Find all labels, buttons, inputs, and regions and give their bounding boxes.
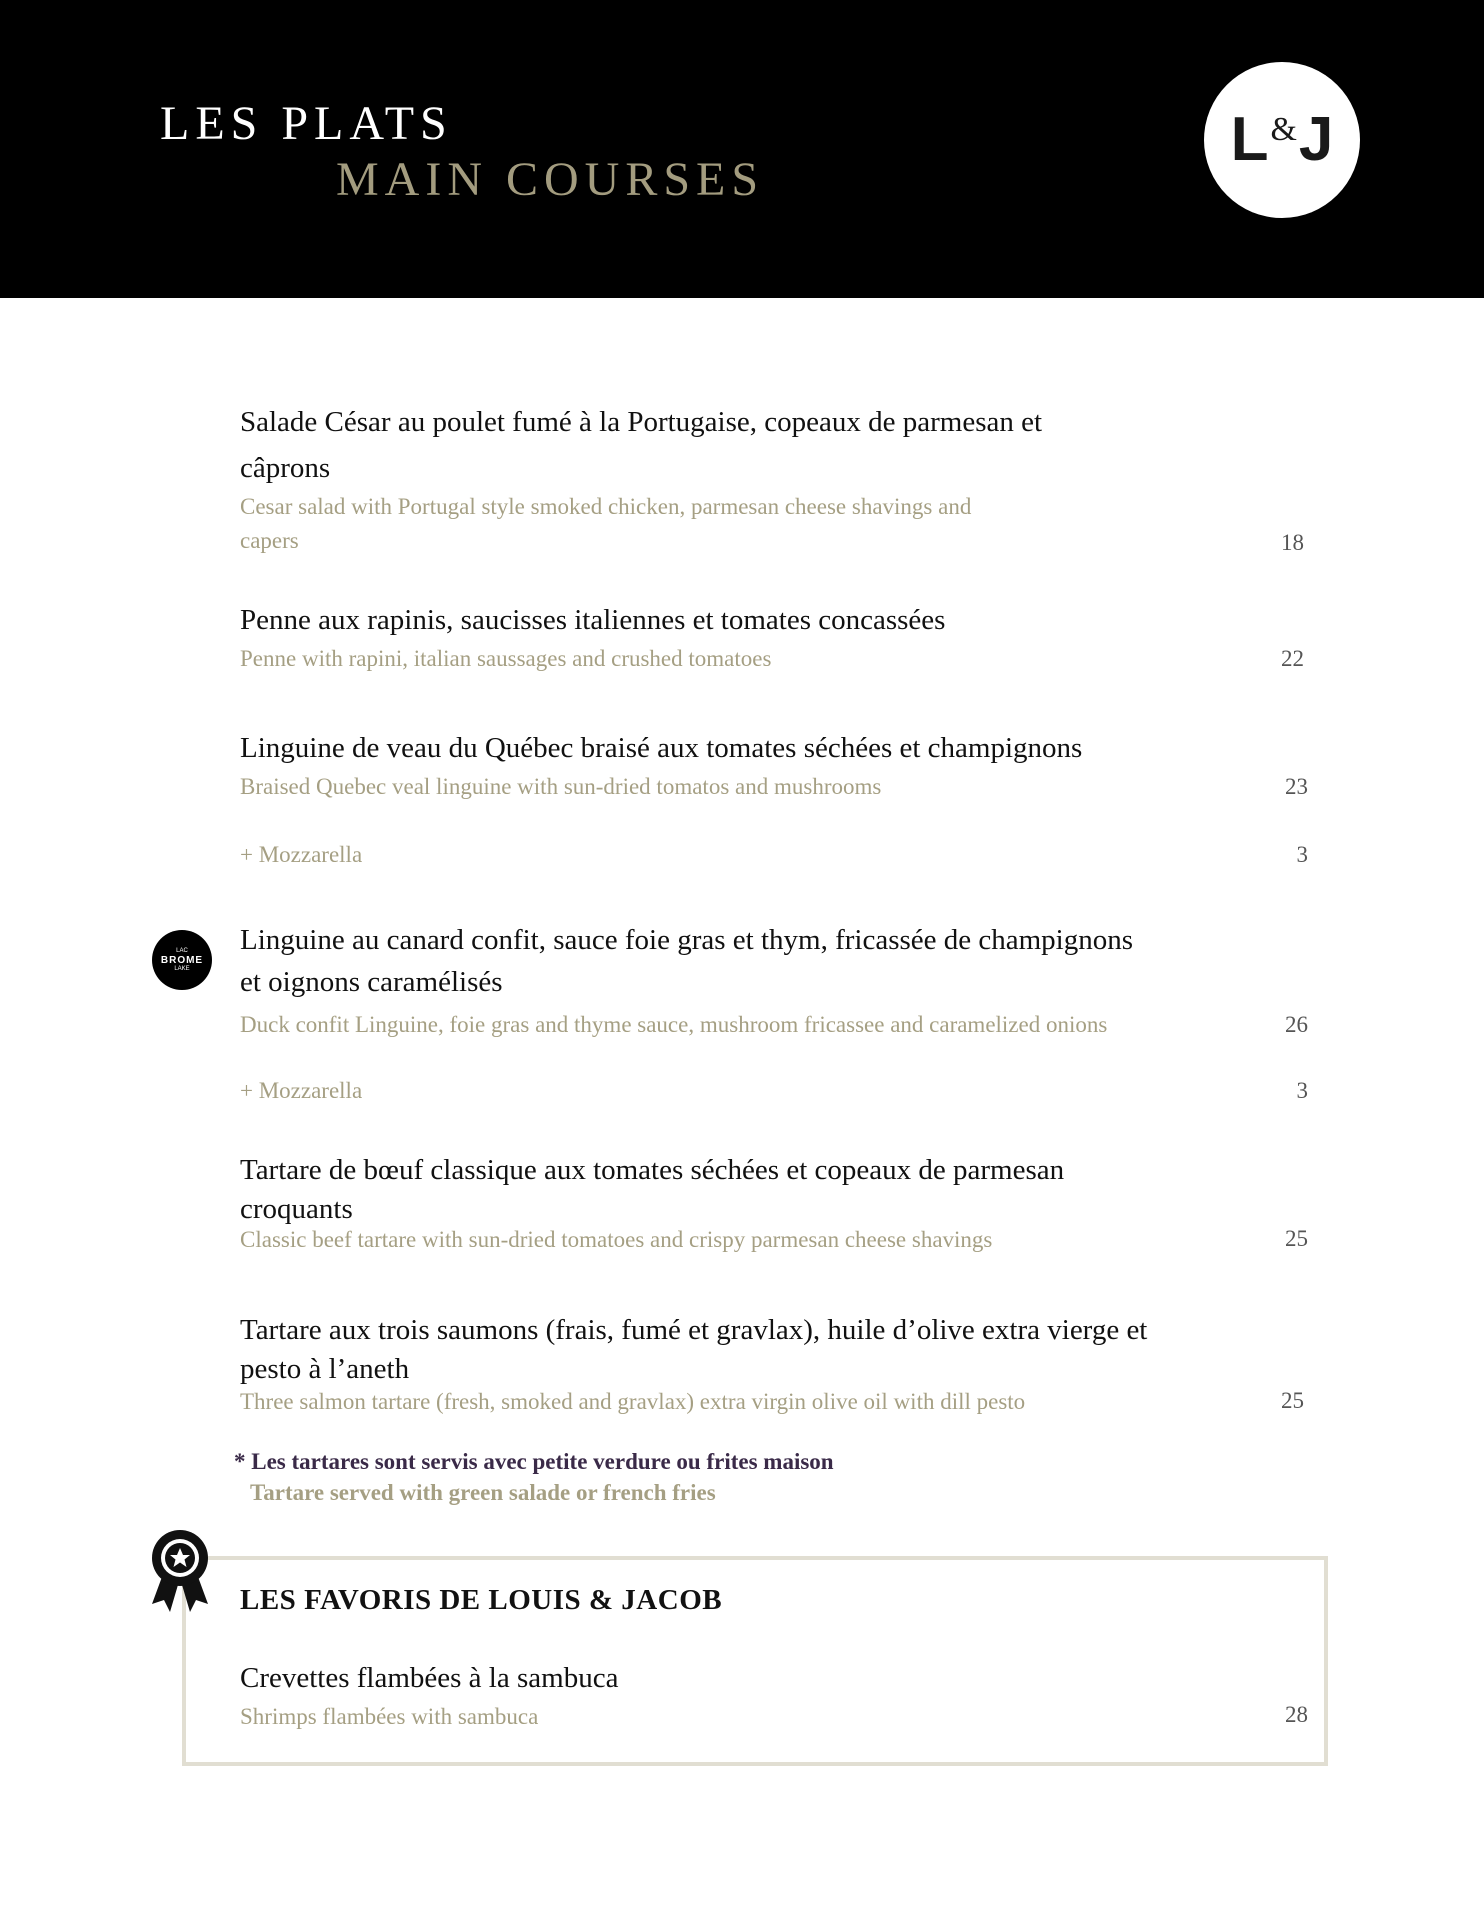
dish-name-fr: Crevettes flambées à la sambuca [240, 1662, 619, 1694]
section-title-en: MAIN COURSES [336, 153, 765, 206]
dish-name-en: Cesar salad with Portugal style smoked chicken, parmesan cheese shavings and capers [240, 494, 972, 553]
dish-name-fr: Penne aux rapinis, saucisses italiennes et tomates concassées [240, 604, 946, 636]
menu-header [0, 0, 1484, 298]
menu-item-veal-linguine [240, 726, 1320, 867]
dish-name-en: Penne with rapini, italian saussages and crushed tomatoes [240, 646, 772, 671]
logo-letter-l: L [1230, 105, 1269, 174]
menu-item-shrimp-sambuca [240, 1656, 1320, 1734]
dish-name-fr: Linguine au canard confit, sauce foie gras et thym, fricassée de champignons et oignons caramélisés [240, 924, 1134, 998]
dish-price: 25 [1281, 1388, 1304, 1413]
section-title-fr: LES PLATS [160, 97, 453, 150]
logo-letter-j: J [1298, 105, 1334, 174]
dish-name-fr: Tartare de bœuf classique aux tomates séchées et copeaux de parmesan croquants [240, 1154, 1065, 1225]
menu-item-duck-confit-linguine [240, 918, 1320, 1103]
tartare-note-en: Tartare served with green salade or french fries [250, 1480, 716, 1505]
dish-price: 28 [1285, 1702, 1308, 1727]
addon-mozzarella: + Mozzarella [240, 1078, 363, 1103]
tartare-note-fr: * Les tartares sont servis avec petite verdure ou frites maison [234, 1449, 834, 1474]
menu-item-salmon-tartare [240, 1308, 1320, 1419]
dish-price: 23 [1285, 774, 1308, 799]
dish-name-en: Braised Quebec veal linguine with sun-dried tomatos and mushrooms [240, 774, 882, 799]
favorites-title: LES FAVORIS DE LOUIS & JACOB [240, 1584, 723, 1616]
lac-brome-duck-icon: LAC BROME LAKE [152, 930, 212, 990]
dish-price: 18 [1281, 530, 1304, 555]
menu-item-penne-rapini [240, 598, 1320, 676]
restaurant-logo [1204, 62, 1360, 218]
award-ribbon-icon [148, 1526, 212, 1614]
dish-name-en: Duck confit Linguine, foie gras and thyme sauce, mushroom fricassee and caramelized onions [240, 1012, 1108, 1037]
menu-item-caesar-salad [240, 400, 1320, 558]
dish-price: 26 [1285, 1012, 1308, 1037]
dish-name-en: Shrimps flambées with sambuca [240, 1704, 539, 1729]
addon-price: 3 [1296, 842, 1308, 867]
tartare-note [234, 1446, 834, 1508]
dish-name-en: Classic beef tartare with sun-dried tomatoes and crispy parmesan cheese shavings [240, 1227, 993, 1252]
dish-price: 25 [1285, 1226, 1308, 1251]
addon-price: 3 [1296, 1078, 1308, 1103]
logo-ampersand: & [1270, 111, 1297, 148]
dish-name-fr: Salade César au poulet fumé à la Portugaise, copeaux de parmesan et câprons [240, 406, 1043, 484]
menu-item-beef-tartare [240, 1148, 1320, 1257]
dish-name-fr: Tartare aux trois saumons (frais, fumé et gravlax), huile d’olive extra vierge et pesto à l’aneth [240, 1314, 1148, 1385]
dish-name-fr: Linguine de veau du Québec braisé aux tomates séchées et champignons [240, 732, 1083, 764]
dish-name-en: Three salmon tartare (fresh, smoked and gravlax) extra virgin olive oil with dill pesto [240, 1389, 1026, 1414]
dish-price: 22 [1281, 646, 1304, 671]
addon-mozzarella: + Mozzarella [240, 842, 363, 867]
